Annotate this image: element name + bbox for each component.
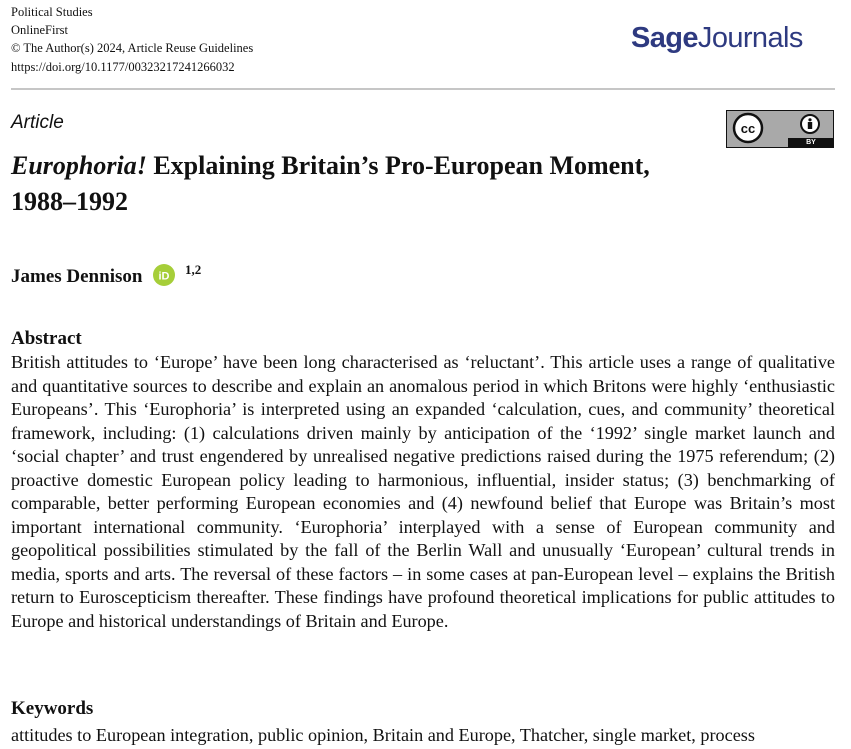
keywords-heading: Keywords (11, 698, 94, 719)
by-label: BY (788, 138, 834, 148)
abstract-heading: Abstract (11, 328, 82, 349)
publication-status: OnlineFirst (11, 23, 68, 38)
orcid-icon-text: iD (158, 270, 170, 283)
article-title (11, 148, 711, 220)
copyright-line[interactable]: © The Author(s) 2024, Article Reuse Guidelines (11, 41, 254, 56)
orcid-icon[interactable] (153, 264, 175, 286)
article-metadata (11, 3, 253, 76)
header-divider (11, 88, 835, 90)
journal-name: Political Studies (11, 5, 93, 19)
brand-journals: Journals (697, 22, 803, 54)
sage-journals-logo[interactable] (631, 22, 803, 55)
abstract-text: British attitudes to ‘Europe’ have been long characterised as ‘reluctant’. This article uses a range of qualitative and quantitative sources to describe and explain an anomalous period in which Britons were highly ‘enthusiastic Europeans’. This ‘Europhoria’ is interpreted using an expanded ‘calculation, cues, and community’ theoretical framework, including: (1) calculations driven mainly by anticipation of the ‘1992’ single market launch and ‘social chapter’ and trust engendered by unrealised negative predictions raised during the 1975 referendum; (2) proactive domestic European policy leading to harmonious, influential, insider status; (3) benchmarking of comparable, better performing European economies and (4) newfound belief that Europe was Britain’s most important international community. ‘Europhoria’ interplayed with a sense of European community and geopolitical possibilities stimulated by the fall of the Berlin Wall and unusually ‘European’ cultural trends in media, sports and arts. The reversal of these factors – in some cases at pan-European level – explains the British return to Euroscepticism thereafter. These findings have profound theoretical implications for public attitudes to Europe and historical understandings of Britain and Europe. (11, 352, 835, 631)
author-name[interactable]: James Dennison (11, 266, 143, 287)
title-italic-part: Europhoria! (11, 151, 147, 180)
keywords-list: attitudes to European integration, public opinion, Britain and Europe, Thatcher, single market, process (11, 725, 755, 745)
doi-link[interactable]: https://doi.org/10.1177/00323217241266032 (11, 59, 235, 74)
cc-text: cc (740, 121, 756, 136)
article-type-label: Article (11, 112, 64, 133)
cc-by-license-badge[interactable] (726, 110, 834, 148)
author-line (11, 262, 201, 288)
author-affiliations[interactable]: 1,2 (184, 262, 202, 277)
brand-sage: Sage (631, 22, 698, 54)
title-main-part: Explaining Britain’s Pro-European Moment, 1988–1992 (11, 151, 650, 216)
